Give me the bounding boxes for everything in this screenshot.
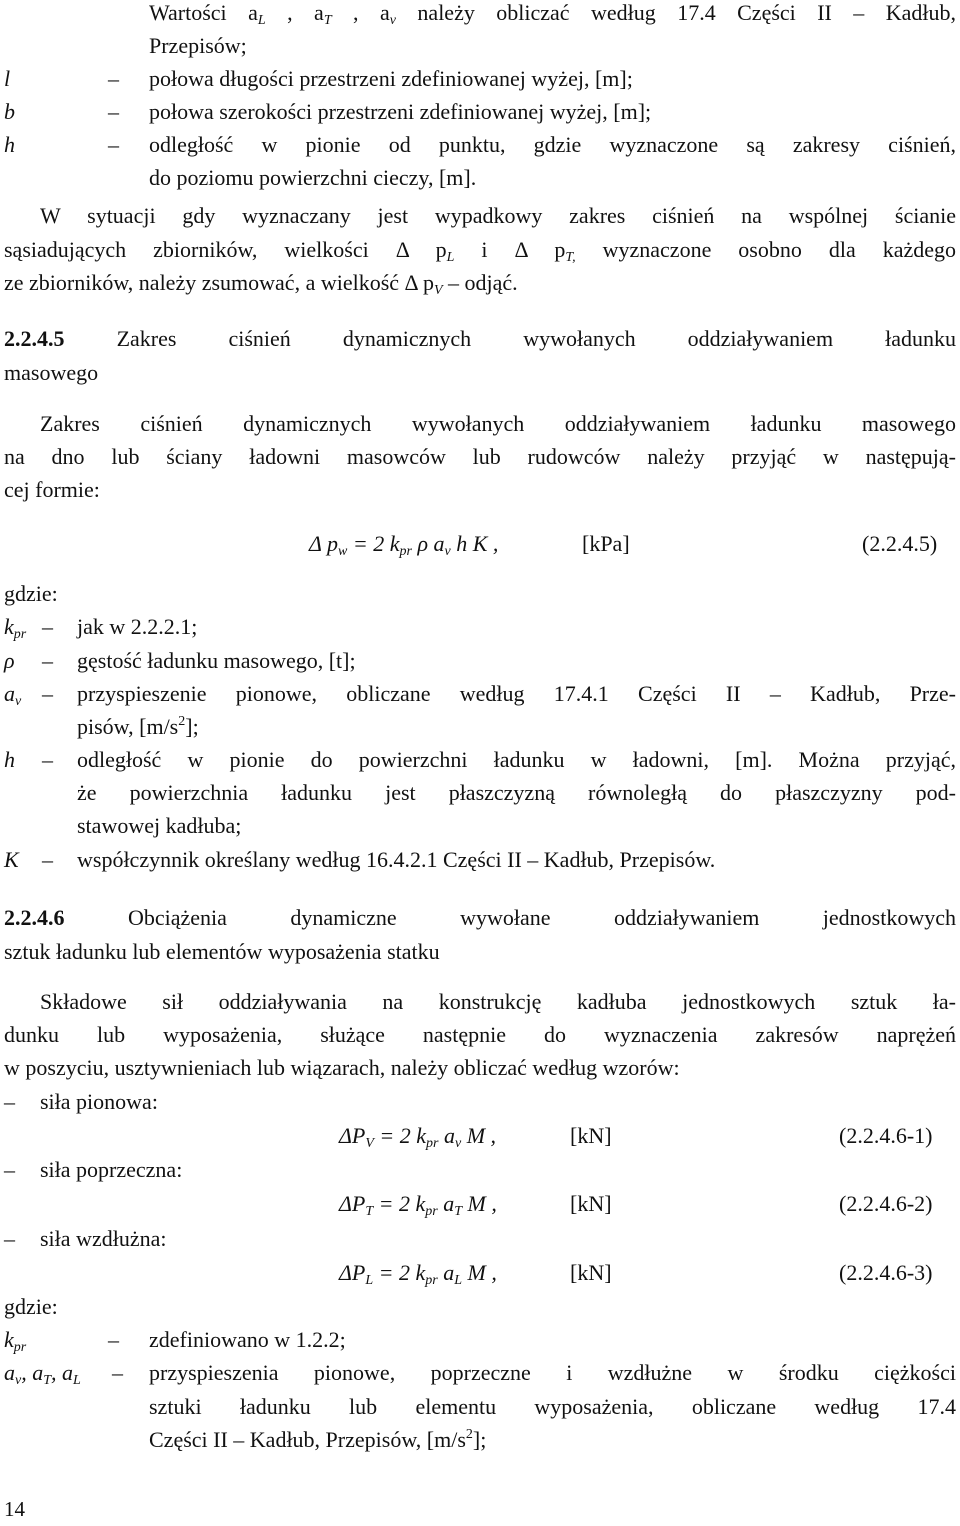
def-symbol: K (4, 847, 19, 872)
equation (309, 527, 498, 560)
equation (339, 1119, 496, 1152)
section-title-cont: sztuk ładunku lub elementów wyposażenia statku (4, 939, 440, 964)
text: ]; (185, 714, 199, 739)
def-symbol: b (4, 99, 15, 124)
def-dash: – (42, 847, 53, 872)
sub-L: L (257, 13, 266, 28)
force-label: siła poprzeczna: (40, 1157, 183, 1182)
intro-rest: należy obliczać według 17.4 Części II – Kadłub, (395, 0, 957, 25)
sym: k (4, 614, 14, 639)
intro-text: Wartości a (149, 0, 258, 25)
gdzie-label: gdzie: (4, 581, 58, 606)
section-title-cont: masowego (4, 360, 99, 385)
eq-lhs: ΔP (339, 1123, 366, 1148)
text: i Δ p (454, 237, 566, 262)
sub: T, (565, 250, 576, 265)
sub: L (365, 1273, 374, 1288)
equation-unit: [kPa] (582, 531, 630, 556)
text: wyznaczone osobno dla każdego (575, 237, 956, 262)
intro-line-1 (149, 0, 956, 29)
sub: V (365, 1136, 374, 1151)
eq-tail: M , (461, 1123, 497, 1148)
list-dash: – (4, 1089, 15, 1114)
paragraph-line: cej formie: (4, 477, 100, 502)
def-text: odległość w pionie od punktu, gdzie wyznaczone są zakresy ciśnień, (149, 132, 956, 157)
section-heading (4, 901, 956, 934)
gdzie-label: gdzie: (4, 1294, 58, 1319)
def-text: współczynnik określany według 16.4.2.1 Części II – Kadłub, Przepisów. (77, 847, 716, 872)
paragraph-line (4, 266, 518, 299)
list-dash: – (4, 1226, 15, 1251)
section-number: 2.2.4.6 (4, 905, 65, 930)
def-dash: – (108, 99, 119, 124)
paragraph-line: na dno lub ściany ładowni masowców lub rudowców należy przyjąć w następują- (4, 444, 956, 469)
section-title: Zakres ciśnień dynamicznych wywołanych oddziaływaniem ładunku (116, 326, 956, 351)
eq-mid: = 2 k (347, 531, 400, 556)
eq-a: a (438, 1123, 455, 1148)
document-page (4, 0, 956, 1522)
equation-unit: [kN] (570, 1260, 612, 1285)
sym: k (4, 1327, 14, 1352)
sub: L (446, 250, 455, 265)
force-label: siła wzdłużna: (40, 1226, 167, 1251)
intro-sep: , a (331, 0, 390, 25)
eq-tail: M , (462, 1260, 497, 1285)
def-text: gęstość ładunku masowego, [t]; (77, 648, 356, 673)
def-dash: – (42, 747, 53, 772)
eq-mid: = 2 k (373, 1123, 427, 1148)
equation-number: (2.2.4.6-3) (839, 1260, 933, 1285)
def-text: jak w 2.2.2.1; (77, 614, 198, 639)
sub: w (338, 544, 348, 559)
sub: pr (399, 544, 412, 559)
sub: L (454, 1273, 463, 1288)
equation (339, 1256, 497, 1289)
sub: v (444, 544, 451, 559)
eq-a: a (437, 1260, 455, 1285)
sym: a (4, 681, 15, 706)
def-symbol (4, 610, 26, 643)
def-text: przyspieszenie pionowe, obliczane według 17.4.1 Części II – Kadłub, Prze- (77, 681, 956, 706)
paragraph-line: Zakres ciśnień dynamicznych wywołanych oddziaływaniem ładunku masowego (40, 411, 956, 436)
def-text-cont (149, 1423, 486, 1456)
def-dash: – (108, 132, 119, 157)
def-dash: – (42, 614, 53, 639)
sub: T (43, 1373, 52, 1388)
def-symbol (4, 1323, 26, 1356)
eq-a: a (437, 1191, 455, 1216)
sym: , a (51, 1360, 74, 1385)
text: pisów, [m/s (77, 714, 179, 739)
def-text: zdefiniowano w 1.2.2; (149, 1327, 346, 1352)
sym: a (4, 1360, 15, 1385)
sub: pr (426, 1136, 439, 1151)
eq-tail: M , (462, 1191, 497, 1216)
def-dash: – (42, 681, 53, 706)
def-symbol: h (4, 132, 15, 157)
paragraph-line: Składowe sił oddziaływania na konstrukcję kadłuba jednostkowych sztuk ła- (40, 989, 956, 1014)
def-dash: – (112, 1360, 123, 1385)
list-dash: – (4, 1157, 15, 1182)
equation-unit: [kN] (570, 1191, 612, 1216)
page-number: 14 (4, 1497, 25, 1521)
def-symbol (4, 677, 21, 710)
def-text: odległość w pionie do powierzchni ładunku w ładowni, [m]. Można przyjąć, (77, 747, 956, 772)
text: ze zbiorników, należy zsumować, a wielkość Δ p (4, 270, 434, 295)
equation-number: (2.2.4.5) (862, 531, 938, 556)
sub: pr (13, 1340, 27, 1355)
sub: T (454, 1204, 463, 1219)
intro-sep: , a (265, 0, 324, 25)
section-title: Obciążenia dynamiczne wywołane oddziaływaniem jednostkowych (127, 905, 956, 930)
equation (339, 1187, 497, 1220)
sub: v (15, 1373, 22, 1388)
intro-line-2: Przepisów; (149, 33, 247, 58)
sub-T: T (323, 13, 332, 28)
def-text: połowa szerokości przestrzeni zdefiniowanej wyżej, [m]; (149, 99, 652, 124)
equation-number: (2.2.4.6-1) (839, 1123, 933, 1148)
section-number: 2.2.4.5 (4, 326, 65, 351)
def-symbol: h (4, 747, 15, 772)
sub: v (455, 1136, 462, 1151)
eq-tail: h K , (450, 531, 499, 556)
sup: 2 (465, 1427, 473, 1442)
sym: , a (21, 1360, 44, 1385)
def-symbol: l (4, 66, 11, 91)
def-text-cont: do poziomu powierzchni cieczy, [m]. (149, 165, 477, 190)
def-text-cont: że powierzchnia ładunku jest płaszczyzną równoległą do płaszczyzny pod- (77, 780, 956, 805)
text: Części II – Kadłub, Przepisów, [m/s (149, 1427, 466, 1452)
def-dash: – (108, 1327, 119, 1352)
paragraph-line: dunku lub wyposażenia, służące następnie do wyznaczenia zakresów naprężeń (4, 1022, 956, 1047)
eq-mid: = 2 k (373, 1260, 426, 1285)
def-symbol (4, 1356, 81, 1389)
force-label: siła pionowa: (40, 1089, 158, 1114)
def-text: przyspieszenia pionowe, poprzeczne i wzdłużne w środku ciężkości (149, 1360, 956, 1385)
sub-v: v (389, 13, 396, 28)
def-dash: – (108, 66, 119, 91)
eq-mid: = 2 k (373, 1191, 426, 1216)
paragraph-line: W sytuacji gdy wyznaczany jest wypadkowy zakres ciśnień na wspólnej ścianie (40, 203, 956, 228)
eq-rho: ρ a (411, 531, 445, 556)
sub: pr (425, 1273, 438, 1288)
equation-unit: [kN] (570, 1123, 612, 1148)
sub: pr (13, 627, 27, 642)
eq-lhs: Δ p (309, 531, 339, 556)
text: – odjąć. (442, 270, 518, 295)
paragraph-line: w poszyciu, usztywnieniach lub wiązarach, należy obliczać według wzorów: (4, 1055, 680, 1080)
def-text-cont: sztuki ładunku lub elementu wyposażenia, obliczane według 17.4 (149, 1394, 956, 1419)
sub: T (365, 1204, 374, 1219)
eq-lhs: ΔP (339, 1260, 366, 1285)
text: ]; (472, 1427, 487, 1452)
paragraph-line (4, 233, 956, 266)
def-text-cont (77, 710, 199, 743)
def-text-cont: stawowej kadłuba; (77, 813, 242, 838)
sup: 2 (178, 714, 186, 729)
section-heading (4, 322, 956, 355)
def-text: połowa długości przestrzeni zdefiniowanej wyżej, [m]; (149, 66, 633, 91)
sub: pr (425, 1204, 438, 1219)
equation-number: (2.2.4.6-2) (839, 1191, 933, 1216)
text: sąsiadujących zbiorników, wielkości Δ p (4, 237, 447, 262)
sub: L (73, 1373, 81, 1388)
def-dash: – (42, 648, 53, 673)
def-symbol: ρ (4, 648, 15, 673)
eq-lhs: ΔP (339, 1191, 366, 1216)
sub: v (15, 694, 22, 709)
sub: V (433, 283, 443, 298)
